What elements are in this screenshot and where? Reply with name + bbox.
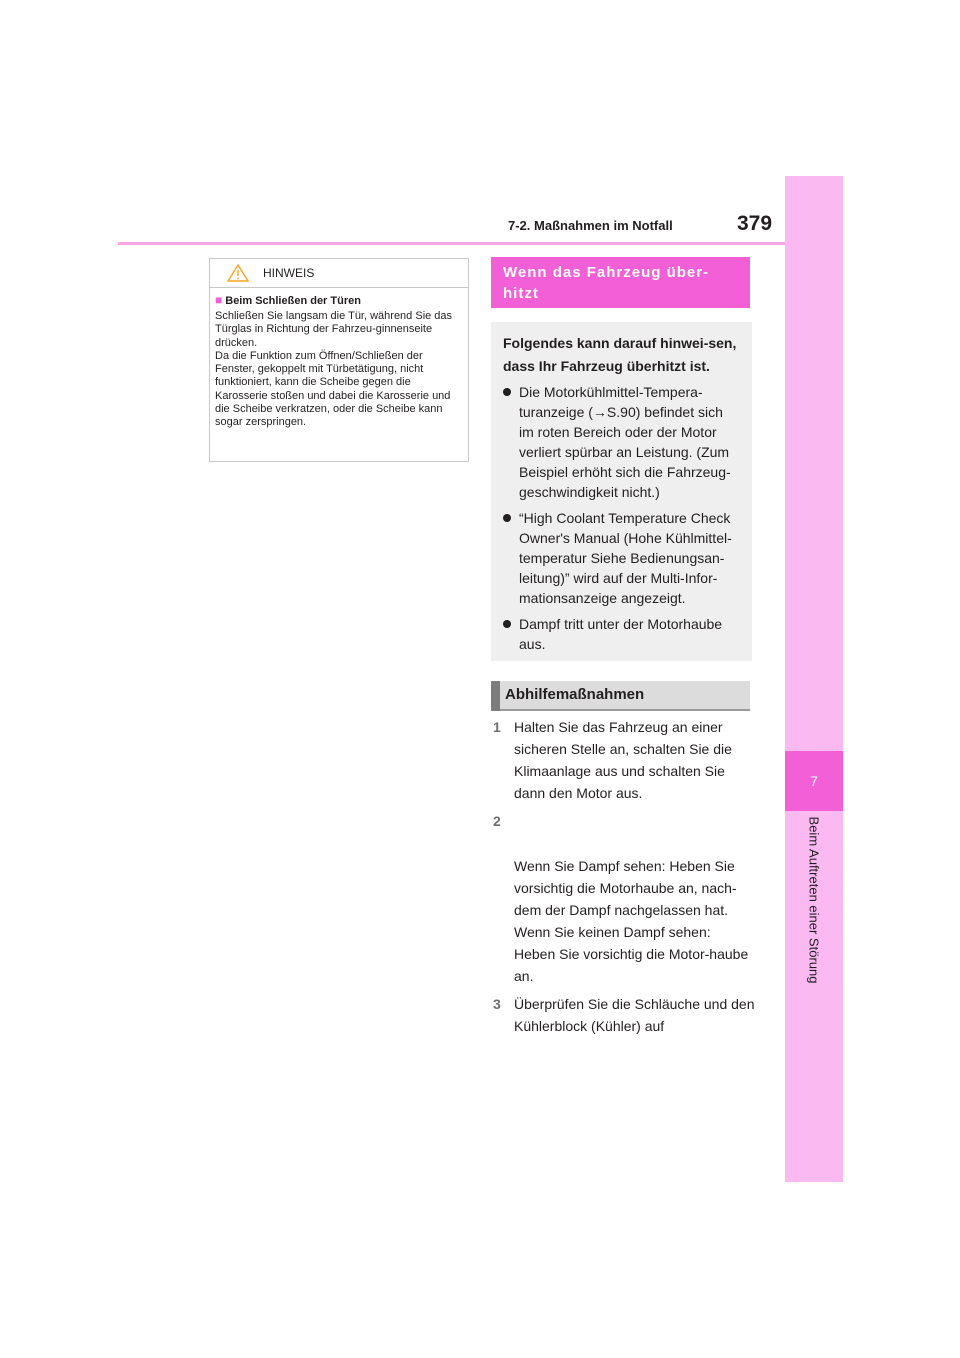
step-number: 3 <box>493 996 501 1013</box>
overheat-symptom-list <box>503 382 740 654</box>
step-item <box>493 810 755 987</box>
chapter-side-tab <box>785 176 843 1182</box>
title-accent-bar <box>491 681 500 711</box>
remedy-steps <box>493 716 755 1043</box>
bullet-dot-icon <box>503 620 511 628</box>
section-heading: 7-2. Maßnahmen im Notfall <box>508 218 673 233</box>
overheat-info-box <box>491 322 752 661</box>
bullet-dot-icon <box>503 514 511 522</box>
list-item: Die Motorkühlmittel-Tempera-turanzeige (→S.90) befindet sich im roten Bereich oder der Motor verliert spürbar an Leistung. (Zum Beispiel erhöht sich die Fahrzeug-geschwindigkeit nicht.) <box>503 382 740 502</box>
list-item: “High Coolant Temperature Check Owner's Manual (Hohe Kühlmittel-temperatur Siehe Bedienungsan-leitung)” wird auf der Multi-Infor-mationsanzeige angezeigt. <box>503 508 740 608</box>
warning-triangle-icon <box>227 264 249 287</box>
step-number: 2 <box>493 813 501 830</box>
chapter-number: 7 <box>785 751 843 811</box>
overheat-intro: Folgendes kann darauf hinwei-sen, dass Ihr Fahrzeug überhitzt ist. <box>503 335 737 374</box>
step-item <box>493 716 755 804</box>
header-divider <box>118 242 785 245</box>
step-text: Halten Sie das Fahrzeug an einer sicheren Stelle an, schalten Sie die Klimaanlage aus und schalten Sie dann den Motor aus. <box>514 719 732 802</box>
notice-title: HINWEIS <box>263 266 315 280</box>
notice-text: Schließen Sie langsam die Tür, während Sie das Türglas in Richtung der Fahrzeu-ginnenseite drücken. Da die Funktion zum Öffnen/Schließen der Fenster, gekoppelt mit Türbetätigung, nicht funktioniert, kann die Scheibe gegen die Karosserie stoßen und dabei die Karosserie und die Scheibe verkratzen, oder die Scheibe kann sogar zerspringen. <box>215 310 453 429</box>
page-number: 379 <box>737 212 773 235</box>
list-item: Dampf tritt unter der Motorhaube aus. <box>503 614 740 654</box>
notice-header <box>210 259 468 288</box>
notice-box <box>209 258 469 462</box>
overheat-section-title: Wenn das Fahrzeug über-hitzt <box>491 257 750 308</box>
step-text: Überprüfen Sie die Schläuche und den Kühlerblock (Kühler) auf <box>514 996 755 1035</box>
chapter-label: Beim Auftreten einer Störung <box>806 816 822 984</box>
remedy-section-title: Abhilfemaßnahmen <box>491 681 750 711</box>
step-number: 1 <box>493 719 501 735</box>
step-text: Wenn Sie Dampf sehen: Heben Sie vorsichtig die Motorhaube an, nach-dem der Dampf nachgelassen hat. Wenn Sie keinen Dampf sehen: Heben Sie vorsichtig die Motor-haube an. <box>514 857 749 985</box>
step-item <box>493 993 755 1037</box>
bullet-dot-icon <box>503 388 511 396</box>
notice-subheading: ■ Beim Schließen der Türen <box>215 293 361 307</box>
square-bullet-icon: ■ <box>215 293 223 307</box>
